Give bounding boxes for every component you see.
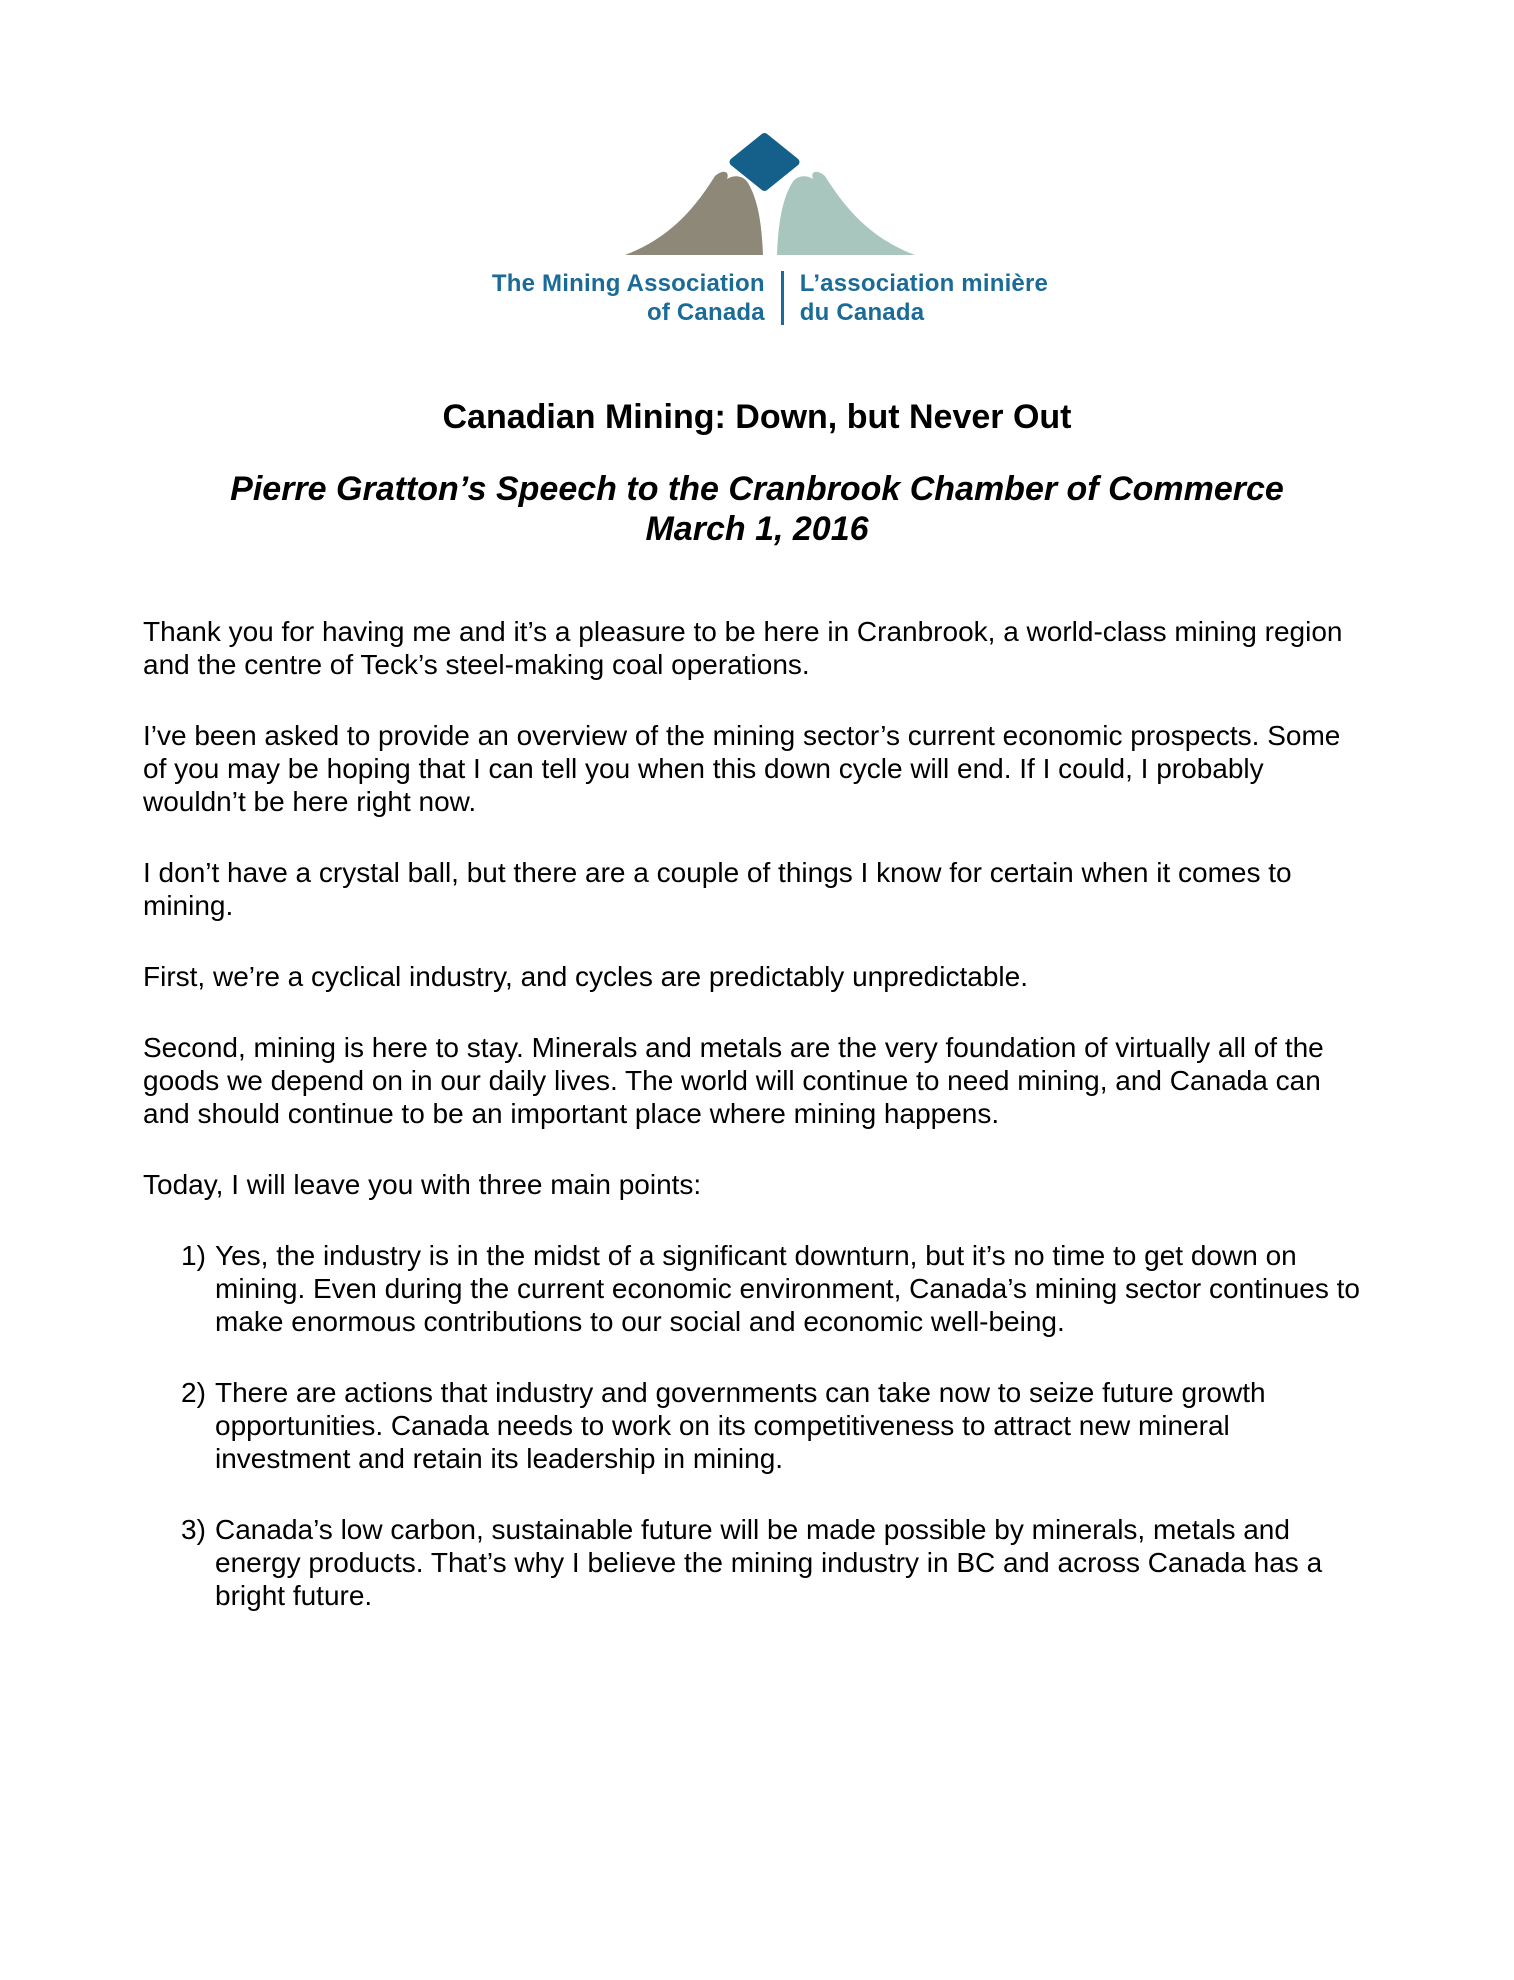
list-item-marker: 3): [181, 1514, 206, 1545]
logo-left-swoosh: [625, 172, 763, 255]
mac-logo-icon: [625, 133, 915, 255]
paragraph-6: Today, I will leave you with three main points:: [143, 1169, 702, 1200]
list-item-marker: 2): [181, 1377, 206, 1408]
paragraph-1: Thank you for having me and it’s a pleasure to be here in Cranbrook, a world-class mining region and the centre of Teck’s steel-making coal operations.: [143, 616, 1343, 680]
subtitle-line-2: March 1, 2016: [645, 510, 869, 548]
logo-fr-line2: du Canada: [799, 299, 925, 326]
paragraph-3: I don’t have a crystal ball, but there are a couple of things I know for certain when it comes to mining.: [143, 857, 1292, 921]
mac-logo: [13, 133, 1514, 327]
list-item-text: Canada’s low carbon, sustainable future will be made possible by minerals, metals and energy products. That’s why I believe the mining industry in BC and across Canada has a bright future.: [215, 1514, 1323, 1611]
logo-en-line1: The Mining Association: [491, 270, 765, 297]
logo-en-line2: of Canada: [646, 299, 765, 326]
document-title: Canadian Mining: Down, but Never Out: [442, 398, 1072, 436]
list-item: [181, 1376, 1371, 1475]
list-item-text: There are actions that industry and governments can take now to seize future growth opportunities. Canada needs to work on its competitiveness to attract new mineral investment and retain its leadership in mining.: [215, 1377, 1266, 1474]
subtitle-line-1: Pierre Gratton’s Speech to the Cranbrook Chamber of Commerce: [230, 470, 1284, 508]
logo-wordmark-french: [800, 269, 1048, 327]
list-item-marker: 1): [181, 1240, 206, 1271]
list-item: [181, 1239, 1371, 1338]
logo-fr-line1: L’association minière: [799, 270, 1049, 297]
document-subtitle: [0, 469, 1514, 549]
logo-wordmark-english: [492, 269, 765, 327]
logo-wordmark: [13, 269, 1514, 327]
document-body: [143, 615, 1371, 1612]
numbered-list: [143, 1239, 1371, 1612]
paragraph-2: I’ve been asked to provide an overview of the mining sector’s current economic prospects. Some of you may be hoping that I can tell you when this down cycle will end. If I could, I probably wouldn’t be here right now.: [143, 720, 1341, 817]
list-item-text: Yes, the industry is in the midst of a significant downturn, but it’s no time to get down on mining. Even during the current economic environment, Canada’s mining sector continues to make enormous contributions to our social and economic well-being.: [215, 1240, 1360, 1337]
paragraph-5: Second, mining is here to stay. Minerals and metals are the very foundation of virtually all of the goods we depend on in our daily lives. The world will continue to need mining, and Canada can and should continue to be an important place where mining happens.: [143, 1032, 1324, 1129]
logo-divider: [781, 271, 784, 325]
list-item: [181, 1513, 1371, 1612]
paragraph-4: First, we’re a cyclical industry, and cycles are predictably unpredictable.: [143, 961, 1028, 992]
logo-right-swoosh: [777, 172, 915, 255]
